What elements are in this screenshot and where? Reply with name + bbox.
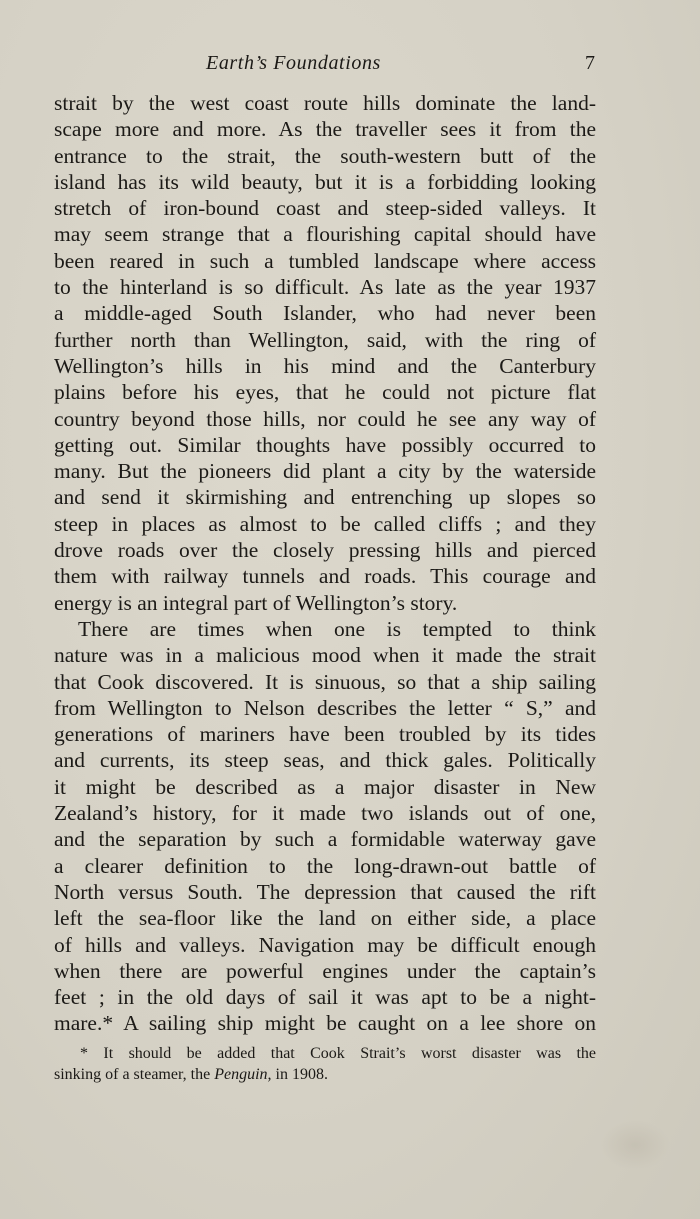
footnote-text: sinking of a steamer, the (54, 1066, 215, 1083)
text-line: a middle-aged South Islander, who had never been (54, 301, 596, 326)
footnote (54, 1043, 596, 1085)
body-text (54, 90, 596, 1037)
text-line: island has its wild beauty, but it is a forbidding looking (54, 169, 596, 194)
text-line: may seem strange that a flourishing capital should have (54, 222, 596, 247)
text-line: feet ; in the old days of sail it was apt to be a night- (54, 985, 596, 1010)
text-line: many. But the pioneers did plant a city by the waterside (54, 459, 596, 484)
text-line: and the separation by such a formidable waterway gave (54, 827, 596, 852)
text-line: been reared in such a tumbled landscape where access (54, 248, 596, 273)
text-line: left the sea-floor like the land on either side, a place (54, 906, 596, 931)
paper-stain (600, 1120, 670, 1170)
footnote-text: in 1908. (271, 1066, 328, 1083)
text-line: drove roads over the closely pressing hills and pierced (54, 538, 596, 563)
text-line: that Cook discovered. It is sinuous, so that a ship sailing (54, 669, 596, 694)
text-line: steep in places as almost to be called cliffs ; and they (54, 511, 596, 536)
footnote-line (54, 1064, 596, 1085)
text-line: them with railway tunnels and roads. This courage and (54, 564, 596, 589)
text-line: energy is an integral part of Wellington’s story. (54, 590, 458, 615)
text-line: plains before his eyes, that he could not picture flat (54, 380, 596, 405)
text-line: a clearer definition to the long-drawn-out battle of (54, 853, 596, 878)
text-line: and send it skirmishing and entrenching up slopes so (54, 485, 596, 510)
running-head-title: Earth’s Foundations (206, 52, 381, 74)
text-line: entrance to the strait, the south-western butt of the (54, 143, 596, 168)
footnote-line: * It should be added that Cook Strait’s worst disaster was the (80, 1045, 596, 1062)
text-line: it might be described as a major disaster in New (54, 774, 596, 799)
text-line: country beyond those hills, nor could he see any way of (54, 406, 596, 431)
text-line: strait by the west coast route hills dominate the land- (54, 91, 596, 115)
text-line: Zealand’s history, for it made two islands out of one, (54, 801, 596, 826)
text-line: scape more and more. As the traveller sees it from the (54, 117, 596, 142)
text-line: and currents, its steep seas, and thick gales. Politically (54, 748, 596, 773)
running-head (0, 52, 700, 78)
ship-name: Penguin, (214, 1066, 272, 1083)
text-line: North versus South. The depression that caused the rift (54, 879, 596, 904)
text-line: There are times when one is tempted to think (78, 616, 596, 641)
page-number: 7 (585, 52, 595, 74)
text-line: Wellington’s hills in his mind and the Canterbury (54, 353, 596, 378)
text-line: getting out. Similar thoughts have possibly occurred to (54, 432, 596, 457)
text-line: mare.* A sailing ship might be caught on a lee shore on (54, 1011, 596, 1036)
text-line: when there are powerful engines under the captain’s (54, 958, 596, 983)
text-line: nature was in a malicious mood when it made the strait (54, 643, 596, 668)
text-line: to the hinterland is so difficult. As late as the year 1937 (54, 275, 596, 300)
text-line: stretch of iron-bound coast and steep-sided valleys. It (54, 196, 596, 221)
text-line: generations of mariners have been troubled by its tides (54, 722, 596, 747)
text-line: further north than Wellington, said, with the ring of (54, 327, 596, 352)
text-line: of hills and valleys. Navigation may be difficult enough (54, 932, 596, 957)
text-line: from Wellington to Nelson describes the letter “ S,” and (54, 695, 596, 720)
